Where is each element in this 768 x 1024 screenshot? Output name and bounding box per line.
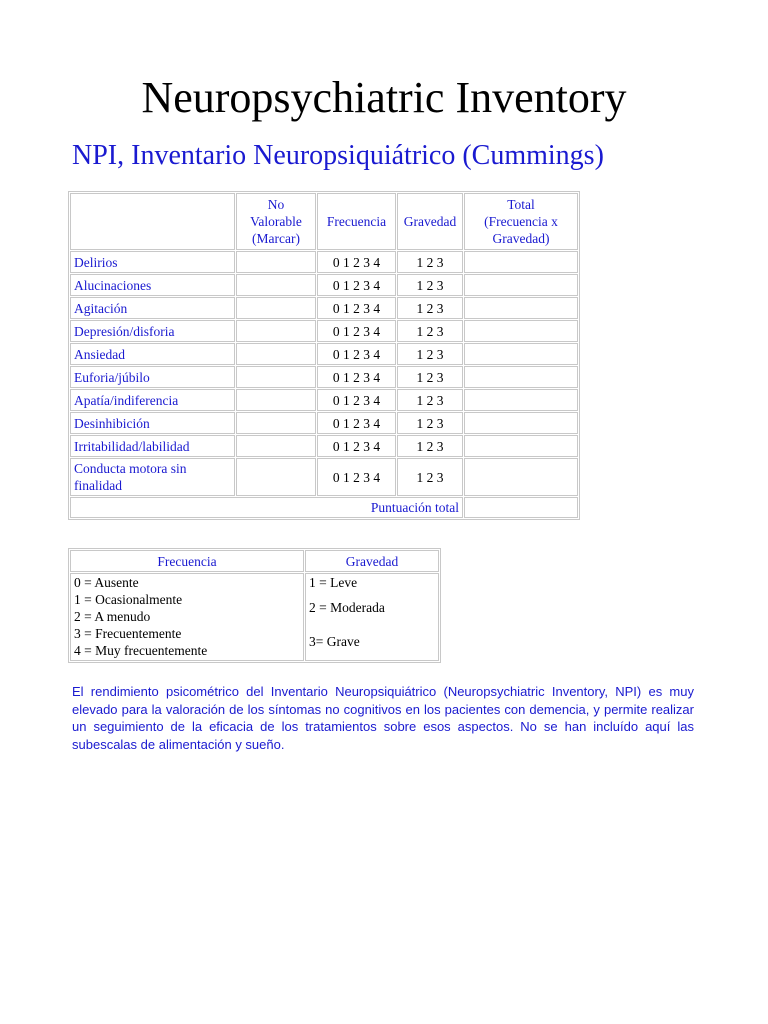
legend-item: 4 = Muy frecuentemente xyxy=(74,643,208,658)
legend-item: 0 = Ausente xyxy=(74,575,139,590)
legend-item: 2 = Moderada xyxy=(309,600,385,615)
no-valorable-cell[interactable] xyxy=(236,435,316,457)
no-valorable-cell[interactable] xyxy=(236,297,316,319)
table-row xyxy=(70,435,578,457)
table-row xyxy=(70,320,578,342)
total-cell[interactable] xyxy=(464,435,578,457)
symptom-label: Ansiedad xyxy=(70,343,235,365)
symptom-label: Conducta motora sin finalidad xyxy=(70,458,235,496)
legend-item: 2 = A menudo xyxy=(74,609,151,624)
frecuencia-options[interactable]: 0 1 2 3 4 xyxy=(317,435,396,457)
symptom-label: Desinhibición xyxy=(70,412,235,434)
header-line: (Marcar) xyxy=(252,231,300,246)
no-valorable-cell[interactable] xyxy=(236,274,316,296)
page-subtitle: NPI, Inventario Neuropsiquiátrico (Cummings) xyxy=(72,140,604,171)
total-cell[interactable] xyxy=(464,389,578,411)
table-row xyxy=(70,458,578,496)
total-row xyxy=(70,497,578,518)
total-cell[interactable] xyxy=(464,274,578,296)
symptom-label: Depresión/disforia xyxy=(70,320,235,342)
header-line: (Frecuencia x xyxy=(484,214,558,229)
no-valorable-cell[interactable] xyxy=(236,320,316,342)
legend-table xyxy=(68,548,441,663)
gravedad-options[interactable]: 1 2 3 xyxy=(397,458,463,496)
header-gravedad: Gravedad xyxy=(397,193,463,250)
gravedad-options[interactable]: 1 2 3 xyxy=(397,320,463,342)
legend-frecuencia-list xyxy=(70,573,304,661)
table-row xyxy=(70,389,578,411)
legend-gravedad-list xyxy=(305,573,439,661)
header-line: Valorable xyxy=(250,214,302,229)
no-valorable-cell[interactable] xyxy=(236,366,316,388)
total-cell[interactable] xyxy=(464,320,578,342)
frecuencia-options[interactable]: 0 1 2 3 4 xyxy=(317,389,396,411)
symptom-label: Apatía/indiferencia xyxy=(70,389,235,411)
legend-gravedad-header: Gravedad xyxy=(305,550,439,572)
npi-rows xyxy=(70,251,578,496)
total-cell[interactable] xyxy=(464,458,578,496)
total-cell[interactable] xyxy=(464,412,578,434)
table-row xyxy=(70,343,578,365)
frecuencia-options[interactable]: 0 1 2 3 4 xyxy=(317,412,396,434)
header-total xyxy=(464,193,578,250)
frecuencia-options[interactable]: 0 1 2 3 4 xyxy=(317,458,396,496)
gravedad-options[interactable]: 1 2 3 xyxy=(397,343,463,365)
symptom-label: Delirios xyxy=(70,251,235,273)
header-frecuencia: Frecuencia xyxy=(317,193,396,250)
legend-item: 3= Grave xyxy=(309,634,360,649)
header-no-valorable xyxy=(236,193,316,250)
gravedad-options[interactable]: 1 2 3 xyxy=(397,412,463,434)
table-row xyxy=(70,251,578,273)
total-cell[interactable] xyxy=(464,366,578,388)
header-line: Gravedad) xyxy=(492,231,550,246)
no-valorable-cell[interactable] xyxy=(236,458,316,496)
gravedad-options[interactable]: 1 2 3 xyxy=(397,389,463,411)
no-valorable-cell[interactable] xyxy=(236,389,316,411)
page-title: Neuropsychiatric Inventory xyxy=(141,73,627,122)
frecuencia-options[interactable]: 0 1 2 3 4 xyxy=(317,297,396,319)
gravedad-options[interactable]: 1 2 3 xyxy=(397,297,463,319)
gravedad-options[interactable]: 1 2 3 xyxy=(397,435,463,457)
header-line: No xyxy=(267,197,285,212)
frecuencia-options[interactable]: 0 1 2 3 4 xyxy=(317,343,396,365)
symptom-label: Agitación xyxy=(70,297,235,319)
no-valorable-cell[interactable] xyxy=(236,251,316,273)
frecuencia-options[interactable]: 0 1 2 3 4 xyxy=(317,251,396,273)
table-row xyxy=(70,274,578,296)
header-line: Total xyxy=(507,197,535,212)
legend-item: 1 = Leve xyxy=(309,575,358,590)
legend-frecuencia-header: Frecuencia xyxy=(70,550,304,572)
total-cell[interactable] xyxy=(464,343,578,365)
total-cell[interactable] xyxy=(464,251,578,273)
table-row xyxy=(70,297,578,319)
legend-body-row xyxy=(70,573,439,661)
legend-item: 1 = Ocasionalmente xyxy=(74,592,183,607)
symptom-label: Euforia/júbilo xyxy=(70,366,235,388)
no-valorable-cell[interactable] xyxy=(236,412,316,434)
symptom-label: Alucinaciones xyxy=(70,274,235,296)
gravedad-options[interactable]: 1 2 3 xyxy=(397,366,463,388)
frecuencia-options[interactable]: 0 1 2 3 4 xyxy=(317,366,396,388)
frecuencia-options[interactable]: 0 1 2 3 4 xyxy=(317,320,396,342)
table-row xyxy=(70,412,578,434)
gravedad-options[interactable]: 1 2 3 xyxy=(397,274,463,296)
total-value-cell[interactable] xyxy=(464,497,578,518)
legend-item: 3 = Frecuentemente xyxy=(74,626,182,641)
table-row xyxy=(70,366,578,388)
table-header-row xyxy=(70,193,578,250)
no-valorable-cell[interactable] xyxy=(236,343,316,365)
gravedad-options[interactable]: 1 2 3 xyxy=(397,251,463,273)
frecuencia-options[interactable]: 0 1 2 3 4 xyxy=(317,274,396,296)
npi-table xyxy=(68,191,580,520)
description-paragraph: El rendimiento psicométrico del Inventario Neuropsiquiátrico (Neuropsychiatric Inventory, NPI) es muy elevado para la valoración de los síntomas no cognitivos en los pacientes con demencia, y permite realizar un seguimiento de la eficacia de los tratamientos sobre esos aspectos. No se han incluído aquí las subescalas de alimentación y sueño. xyxy=(72,684,694,752)
header-empty-cell xyxy=(70,193,235,250)
total-label: Puntuación total xyxy=(70,497,463,518)
total-cell[interactable] xyxy=(464,297,578,319)
legend-header-row xyxy=(70,550,439,572)
symptom-label: Irritabilidad/labilidad xyxy=(70,435,235,457)
